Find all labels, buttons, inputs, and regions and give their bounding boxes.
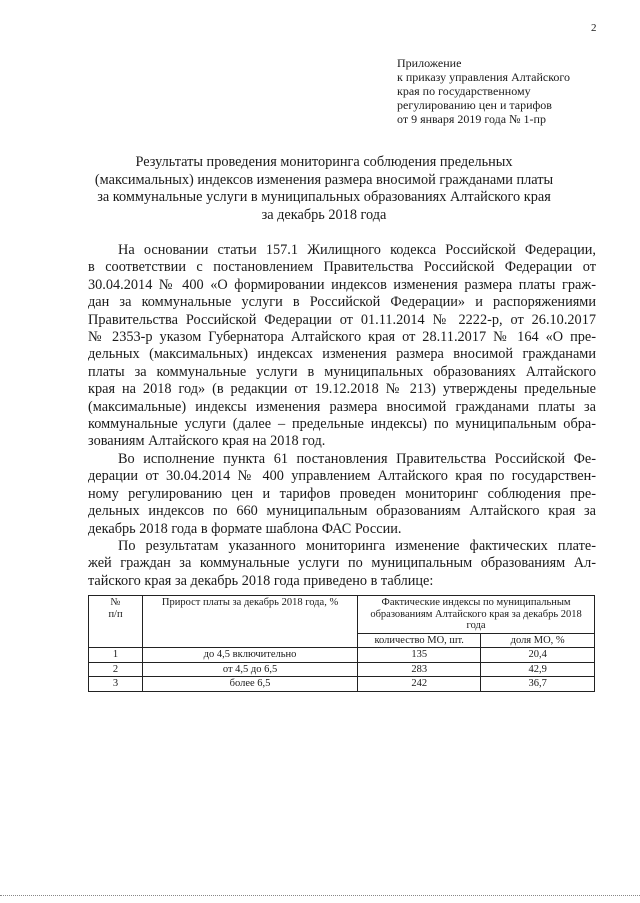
title-line: за коммунальные услуги в муниципальных образованиях Алтайского края: [97, 189, 551, 205]
header-share: доля МО, %: [481, 633, 595, 648]
page-bottom-divider: [0, 895, 640, 896]
table-row: [89, 648, 595, 663]
appendix-line: к приказу управления Алтайского: [397, 70, 571, 84]
header-growth: Прирост платы за декабрь 2018 года, %: [143, 596, 358, 648]
text-line: тайского края за декабрь 2018 года приведено в таблице:: [88, 572, 434, 589]
text-line: декабрь 2018 года в формате шаблона ФАС России.: [88, 520, 402, 537]
cell-num: 3: [89, 677, 143, 692]
document-title: [60, 154, 588, 224]
text-line: жей граждан за коммунальные услуги по муниципальным образованиям Ал-: [88, 555, 596, 572]
text-line: дерации от 30.04.2014 № 400 управлением Алтайского края по государствен-: [88, 468, 596, 485]
text-line: № 2353-р указом Губернатора Алтайского края от 28.11.2017 № 164 «О пре-: [88, 328, 596, 345]
text-line: коммунальные услуги (далее – предельные индексы) по муниципальным обра-: [88, 415, 596, 432]
cell-share: 42,9: [481, 662, 595, 677]
text-line: платы за коммунальные услуги в муниципальных образованиях Алтайского: [88, 363, 596, 380]
cell-share: 36,7: [481, 677, 595, 692]
text-line: 30.04.2014 № 400 «О формировании индексов изменения размера платы граж-: [88, 276, 596, 293]
text-line: края на 2018 год» (в редакции от 19.12.2018 № 213) утверждены предельные: [88, 381, 596, 398]
cell-count: 283: [358, 662, 481, 677]
cell-growth: до 4,5 включительно: [143, 648, 358, 663]
paragraph-legal-basis: [88, 242, 596, 451]
cell-growth: более 6,5: [143, 677, 358, 692]
table-header-row: [89, 596, 595, 634]
text-line: дан за коммунальные услуги в Российской Федерации» и распоряжениями: [88, 294, 596, 311]
paragraph-results: [88, 538, 596, 590]
cell-count: 242: [358, 677, 481, 692]
cell-num: 2: [89, 662, 143, 677]
text-line: зованиям Алтайского края на 2018 год.: [88, 433, 326, 450]
cell-count: 135: [358, 648, 481, 663]
appendix-line: Приложение: [397, 56, 462, 70]
text-line: (максимальные) индексы изменения размера вносимой гражданами платы за: [88, 398, 596, 415]
cell-growth: от 4,5 до 6,5: [143, 662, 358, 677]
header-actual: Фактические индексы по муниципальным образованиям Алтайского края за декабрь 2018 года: [358, 596, 595, 634]
title-line: Результаты проведения мониторинга соблюдения предельных: [135, 154, 513, 170]
paragraph-monitoring: [88, 451, 596, 538]
text-line: На основании статьи 157.1 Жилищного кодекса Российской Федерации,: [118, 242, 596, 258]
table-row: [89, 677, 595, 692]
cell-share: 20,4: [481, 648, 595, 663]
text-line: По результатам указанного мониторинга изменение фактических плате-: [118, 538, 596, 554]
appendix-block: [397, 56, 632, 126]
text-line: в соответствии с постановлением Правительства Российской Федерации от: [88, 259, 596, 276]
text-line: Во исполнение пункта 61 постановления Правительства Российской Фе-: [118, 451, 596, 467]
text-line: дельных (максимальных) индексах изменения размера вносимой гражданами: [88, 346, 596, 363]
results-table: [88, 595, 595, 692]
text-line: дельных индексов по 660 муниципальным образованиям Алтайского края за: [88, 503, 596, 520]
cell-num: 1: [89, 648, 143, 663]
page-number: 2: [591, 22, 597, 34]
appendix-line: от 9 января 2019 года № 1-пр: [397, 112, 546, 126]
appendix-line: регулированию цен и тарифов: [397, 98, 552, 112]
table-row: [89, 662, 595, 677]
appendix-line: края по государственному: [397, 84, 531, 98]
header-count: количество МО, шт.: [358, 633, 481, 648]
header-num: № п/п: [89, 596, 143, 648]
title-line: (максимальных) индексов изменения размера вносимой гражданами платы: [94, 171, 554, 188]
title-line: за декабрь 2018 года: [261, 206, 387, 223]
text-line: ному регулированию цен и тарифов проведен мониторинг соблюдения пре-: [88, 485, 596, 502]
text-line: Правительства Российской Федерации от 01.11.2014 № 2222-р, от 26.10.2017: [88, 311, 596, 328]
